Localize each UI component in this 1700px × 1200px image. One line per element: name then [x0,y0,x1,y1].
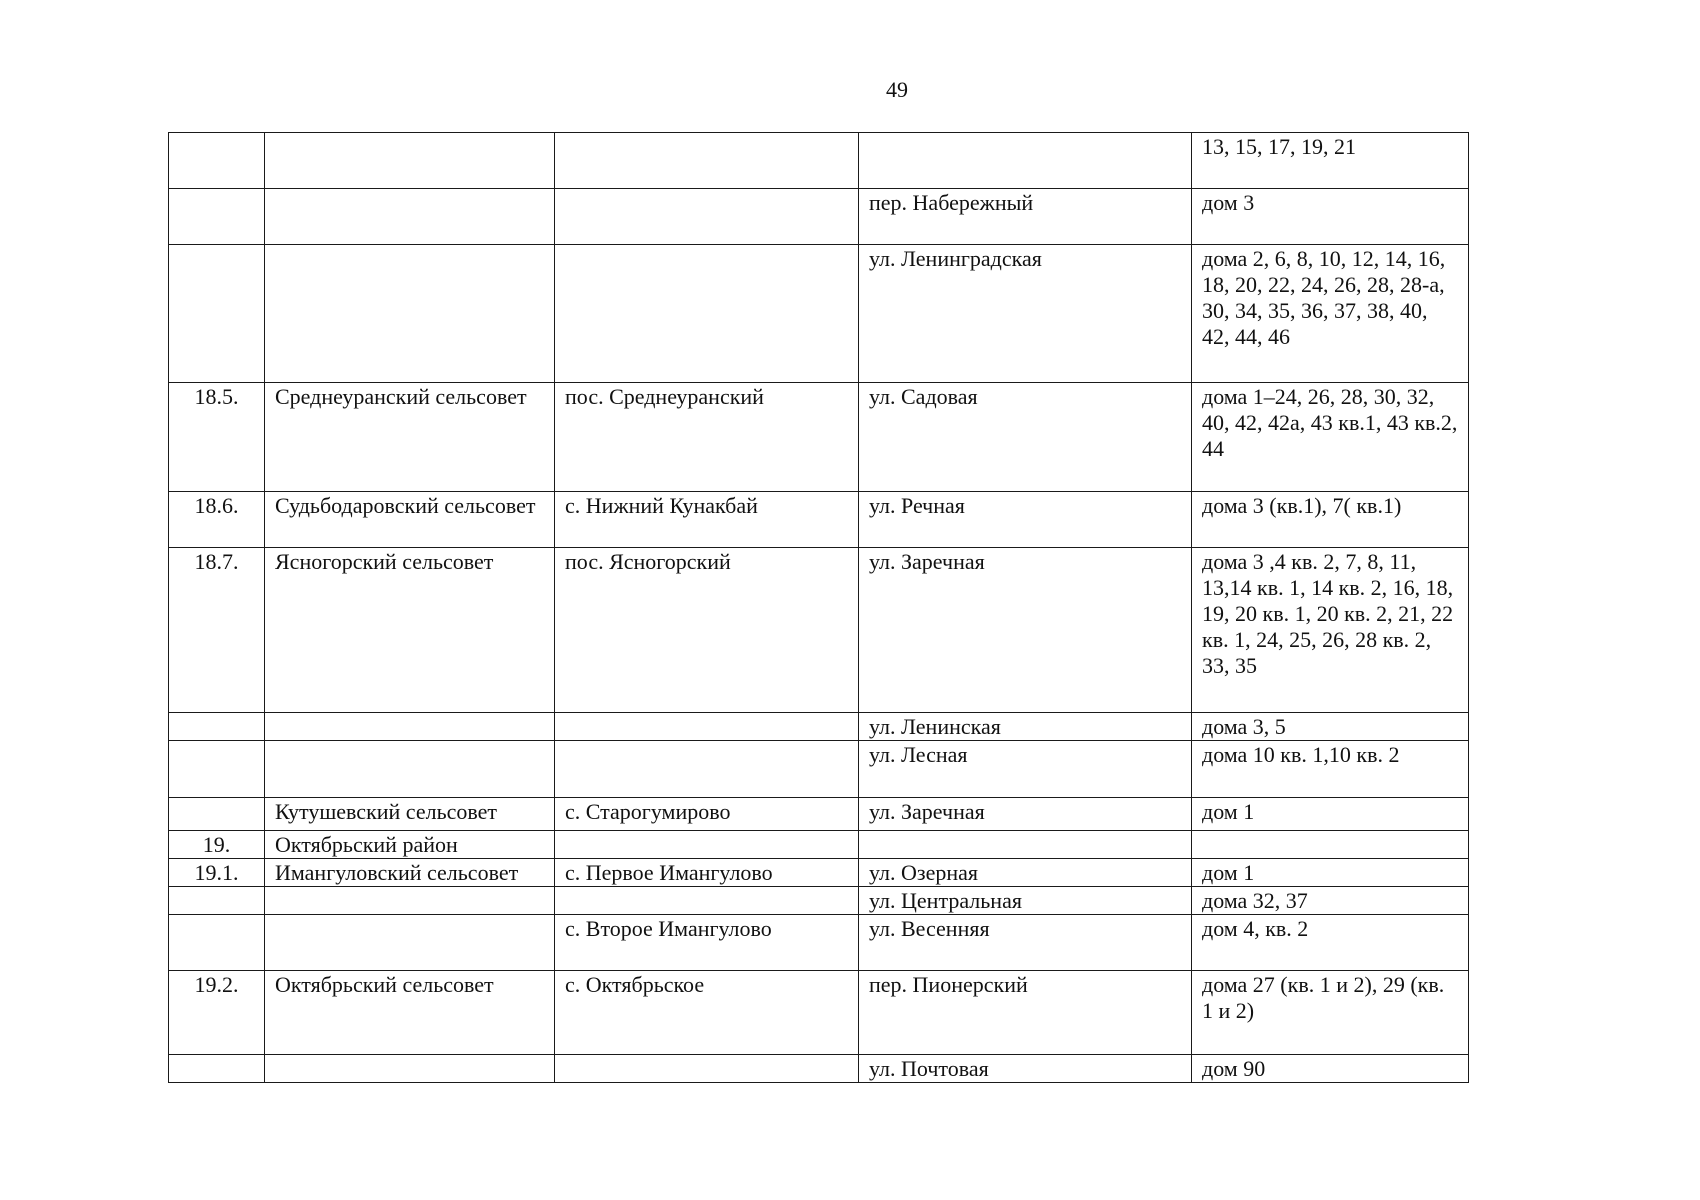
council-cell: Имангуловский сельсовет [265,859,555,887]
street-cell: ул. Заречная [859,548,1192,713]
houses-cell: дома 3 (кв.1), 7( кв.1) [1192,492,1469,548]
street-cell: пер. Набережный [859,189,1192,245]
table-row [169,189,1469,245]
houses-cell: дом 4, кв. 2 [1192,915,1469,971]
table-row [169,831,1469,859]
council-cell [265,713,555,741]
table-row [169,383,1469,492]
item-number-cell [169,133,265,189]
settlement-cell: с. Октябрьское [555,971,859,1055]
council-cell [265,189,555,245]
council-cell: Октябрьский сельсовет [265,971,555,1055]
council-cell [265,245,555,383]
settlement-cell: пос. Среднеуранский [555,383,859,492]
settlement-cell: пос. Ясногорский [555,548,859,713]
page-number: 49 [886,77,908,102]
street-cell: ул. Почтовая [859,1055,1192,1083]
council-cell: Ясногорский сельсовет [265,548,555,713]
table-row [169,245,1469,383]
street-cell: ул. Заречная [859,798,1192,831]
houses-cell: дома 32, 37 [1192,887,1469,915]
table-row [169,971,1469,1055]
council-cell [265,887,555,915]
settlement-cell: с. Первое Имангулово [555,859,859,887]
houses-cell: дома 27 (кв. 1 и 2), 29 (кв. 1 и 2) [1192,971,1469,1055]
street-cell: ул. Садовая [859,383,1192,492]
item-number-cell: 18.6. [169,492,265,548]
street-cell: ул. Весенняя [859,915,1192,971]
council-cell [265,133,555,189]
council-cell: Кутушевский сельсовет [265,798,555,831]
settlement-cell [555,189,859,245]
houses-cell: дома 2, 6, 8, 10, 12, 14, 16, 18, 20, 22, 24, 26, 28, 28-а, 30, 34, 35, 36, 37, 38, 40, 42, 44, 46 [1192,245,1469,383]
table-row [169,133,1469,189]
item-number-cell: 19.2. [169,971,265,1055]
table-row [169,492,1469,548]
item-number-cell [169,1055,265,1083]
houses-cell: дома 10 кв. 1,10 кв. 2 [1192,741,1469,798]
houses-cell: дома 1–24, 26, 28, 30, 32, 40, 42, 42а, 43 кв.1, 43 кв.2, 44 [1192,383,1469,492]
houses-cell: дома 3, 5 [1192,713,1469,741]
item-number-cell: 19.1. [169,859,265,887]
houses-cell: дом 90 [1192,1055,1469,1083]
settlement-cell [555,713,859,741]
item-number-cell: 18.5. [169,383,265,492]
item-number-cell [169,741,265,798]
item-number-cell: 19. [169,831,265,859]
settlement-cell: с. Нижний Кунакбай [555,492,859,548]
street-cell: ул. Озерная [859,859,1192,887]
houses-cell: 13, 15, 17, 19, 21 [1192,133,1469,189]
table-row [169,887,1469,915]
street-cell: ул. Лесная [859,741,1192,798]
street-cell: ул. Ленинградская [859,245,1192,383]
settlement-cell [555,831,859,859]
settlement-cell [555,133,859,189]
street-cell [859,133,1192,189]
table-row [169,798,1469,831]
street-cell: ул. Ленинская [859,713,1192,741]
address-table [168,132,1469,1083]
houses-cell: дом 1 [1192,798,1469,831]
street-cell: ул. Речная [859,492,1192,548]
settlement-cell: с. Старогумирово [555,798,859,831]
council-cell: Судьбодаровский сельсовет [265,492,555,548]
table-row [169,548,1469,713]
table-row [169,859,1469,887]
settlement-cell [555,887,859,915]
item-number-cell [169,245,265,383]
settlement-cell [555,741,859,798]
item-number-cell [169,189,265,245]
council-cell [265,741,555,798]
table-row [169,713,1469,741]
houses-cell [1192,831,1469,859]
street-cell: пер. Пионерский [859,971,1192,1055]
council-cell [265,915,555,971]
settlement-cell: с. Второе Имангулово [555,915,859,971]
houses-cell: дом 3 [1192,189,1469,245]
houses-cell: дом 1 [1192,859,1469,887]
item-number-cell: 18.7. [169,548,265,713]
item-number-cell [169,887,265,915]
houses-cell: дома 3 ,4 кв. 2, 7, 8, 11, 13,14 кв. 1, 14 кв. 2, 16, 18, 19, 20 кв. 1, 20 кв. 2, 21, 22 кв. 1, 24, 25, 26, 28 кв. 2, 33, 35 [1192,548,1469,713]
table-row [169,1055,1469,1083]
council-cell: Октябрьский район [265,831,555,859]
settlement-cell [555,1055,859,1083]
street-cell [859,831,1192,859]
settlement-cell [555,245,859,383]
item-number-cell [169,798,265,831]
council-cell: Среднеуранский сельсовет [265,383,555,492]
table-row [169,741,1469,798]
item-number-cell [169,915,265,971]
item-number-cell [169,713,265,741]
council-cell [265,1055,555,1083]
street-cell: ул. Центральная [859,887,1192,915]
table-row [169,915,1469,971]
